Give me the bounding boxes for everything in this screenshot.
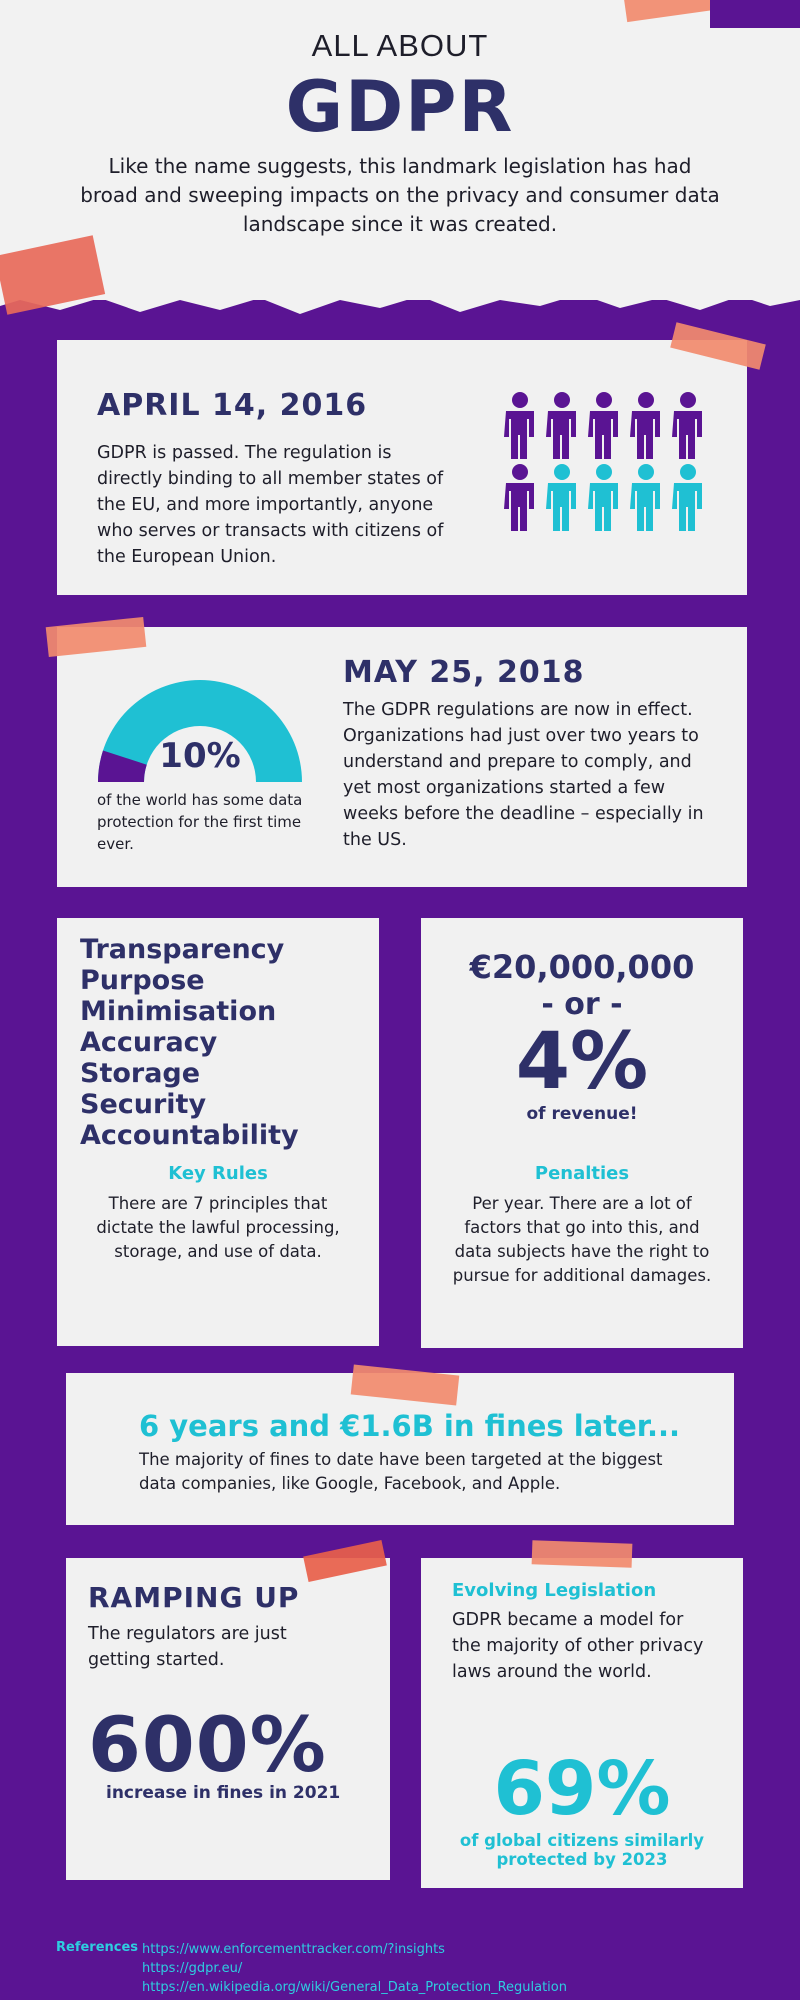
principle-item: Purpose [80, 965, 205, 996]
person-icon [672, 464, 702, 531]
evolving-big-number: 69% [493, 1746, 671, 1832]
person-icon [672, 392, 702, 459]
penalty-amount: €20,000,000 [469, 948, 695, 986]
ramping-heading: RAMPING UP [88, 1581, 300, 1614]
header-subtitle: ALL ABOUT [311, 28, 489, 63]
gauge-percent: 10% [159, 736, 241, 776]
date-may-2018: MAY 25, 2018 [343, 655, 585, 690]
text-april-2016: GDPR is passed. The regulation is directly binding to all member states of the EU, and more importantly, anyone who serves or transacts with citizens of the European Union. [97, 443, 444, 567]
principle-item: Accountability [80, 1120, 299, 1151]
gauge-caption: of the world has some data protection for the first time ever. [97, 791, 303, 853]
key-rules-text: There are 7 principles that dictate the lawful processing, storage, and use of data. [96, 1194, 340, 1261]
reference-link[interactable]: https://www.enforcementtracker.com/?insights [142, 1942, 445, 1957]
penalty-percent: 4% [515, 1017, 649, 1107]
person-icon [504, 464, 534, 531]
header-intro: Like the name suggests, this landmark legislation has had broad and sweeping impacts on the privacy and consumer data landscape since it was created. [80, 154, 720, 236]
key-rules-heading: Key Rules [168, 1163, 268, 1184]
ramping-big-number: 600% [88, 1700, 327, 1789]
principle-item: Storage [80, 1058, 201, 1089]
penalties-text: Per year. There are a lot of factors that go into this, and data subjects have the right to pursue for additional damages. [452, 1194, 712, 1285]
decorative-tape [532, 1540, 633, 1567]
page-title: GDPR [285, 66, 515, 148]
person-icon [546, 392, 576, 459]
ramping-text: The regulators are just getting started. [88, 1624, 287, 1670]
decorative-strip [710, 0, 800, 28]
penalties-heading: Penalties [534, 1163, 630, 1184]
principles-list [80, 934, 370, 1151]
person-icon [588, 464, 618, 531]
evolving-heading: Evolving Legislation [452, 1580, 657, 1601]
text-may-2018: The GDPR regulations are now in effect. Organizations had just over two years to understand and prepare to comply, and yet most organizations started a few weeks before the deadline – especially in the US. [343, 700, 704, 850]
evolving-text: GDPR became a model for the majority of other privacy laws around the world. [452, 1610, 704, 1682]
reference-link[interactable]: https://gdpr.eu/ [142, 1961, 243, 1976]
principle-item: Transparency [80, 934, 285, 965]
fines-heading: 6 years and €1.6B in fines later... [139, 1409, 681, 1443]
evolving-caption: of global citizens similarly protected by 2023 [459, 1831, 705, 1869]
ramping-caption: increase in fines in 2021 [106, 1783, 341, 1803]
date-april-2016: APRIL 14, 2016 [97, 388, 368, 423]
principle-item: Security [80, 1089, 207, 1120]
person-icon [630, 392, 660, 459]
fines-text: The majority of fines to date have been targeted at the biggest data companies, like Google, Facebook, and Apple. [139, 1450, 663, 1493]
people-icon-grid [500, 392, 710, 538]
person-icon [630, 464, 660, 531]
principle-item: Minimisation [80, 996, 277, 1027]
principle-item: Accuracy [80, 1027, 218, 1058]
person-icon [546, 464, 576, 531]
reference-link[interactable]: https://en.wikipedia.org/wiki/General_Data_Protection_Regulation [142, 1980, 567, 1995]
person-icon [504, 392, 534, 459]
penalty-of-revenue: of revenue! [526, 1104, 638, 1124]
references-label: References [56, 1940, 139, 1955]
penalty-or: - or - [541, 987, 623, 1022]
person-icon [588, 392, 618, 459]
